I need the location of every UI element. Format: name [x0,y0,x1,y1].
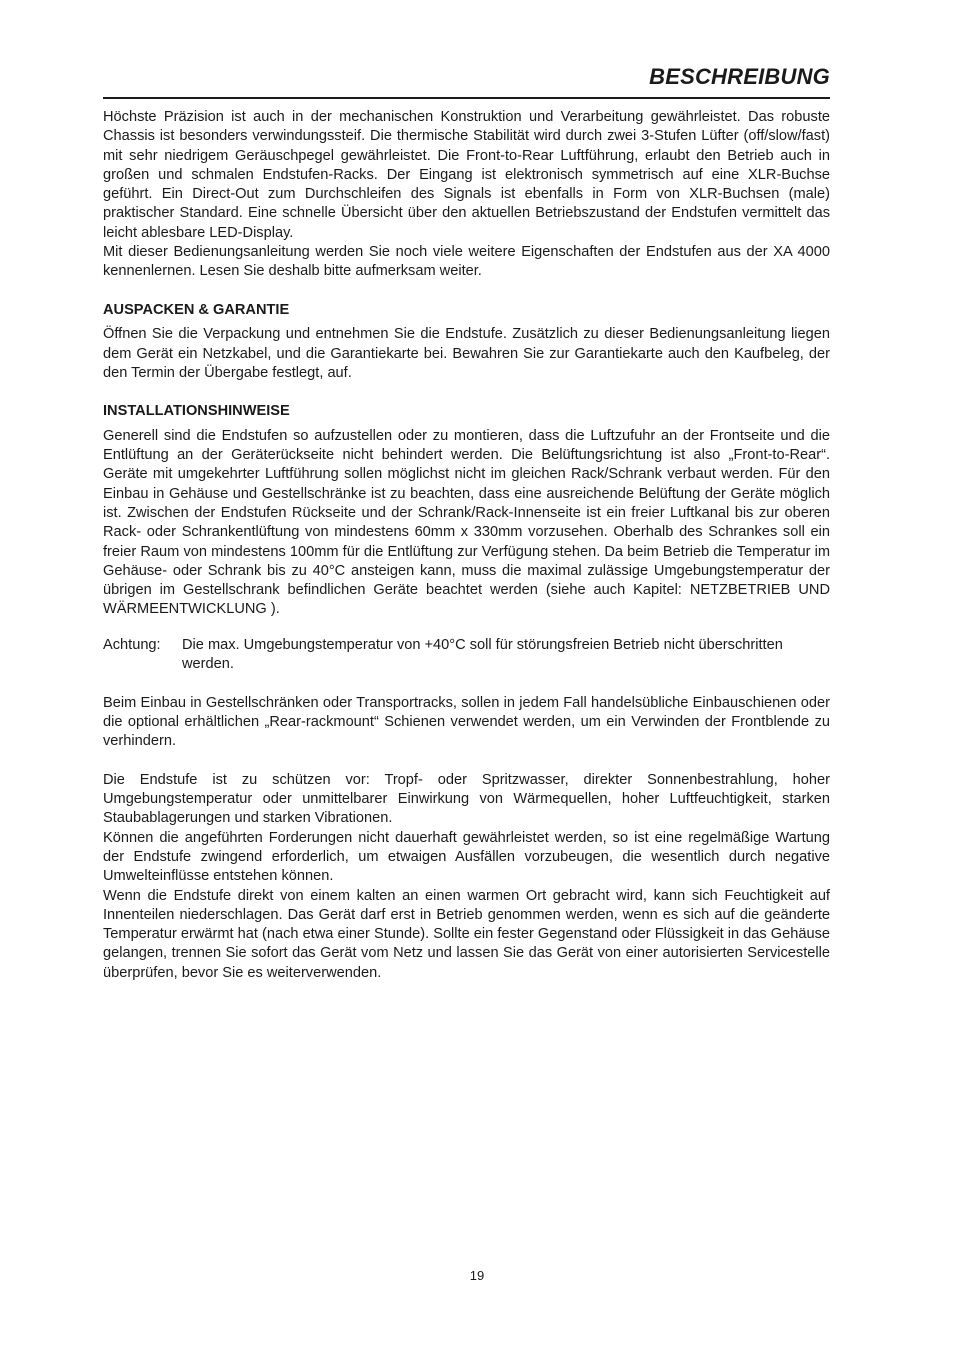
installation-paragraph-5: Wenn die Endstufe direkt von einem kalten an einen warmen Ort gebracht wird, kann sich Feuchtigkeit auf Innenteilen niederschlagen. Das Gerät darf erst in Betrieb genommen werden, wenn es sich auf die geänderte Temperatur erwärmt hat (nach etwa einer Stunde). Sollte ein fester Gegenstand oder Flüssigkeit in das Gehäuse gelangen, trennen Sie sofort das Gerät vom Netz und lassen Sie das Gerät von einer autorisierten Servicestelle überprüfen, bevor Sie es weiterverwenden. [103,887,830,981]
section-heading-auspacken: AUSPACKEN & GARANTIE [103,301,290,318]
installation-paragraph-3: Die Endstufe ist zu schützen vor: Tropf- oder Spritzwasser, direkter Sonnenbestrahlung, hoher Umgebungstemperatur oder unmittelbarer Einwirkung von Wärmequellen, hoher Luftfeuchtigkeit, starken Staubablagerungen und starken Vibrationen. [103,771,830,827]
document-body [103,108,830,983]
warning-note [103,636,830,675]
installation-paragraph-4: Können die angeführten Forderungen nicht dauerhaft gewährleistet werden, so ist eine regelmäßige Wartung der Endstufe zwingend erforderlich, um etwaigen Ausfällen vorzubeugen, die wesentlich durch negative Umwelteinflüsse entstehen können. [103,829,830,885]
auspacken-paragraph: Öffnen Sie die Verpackung und entnehmen Sie die Endstufe. Zusätzlich zu dieser Bedienungsanleitung liegen dem Gerät ein Netzkabel, und die Garantiekarte bei. Bewahren Sie zur Garantiekarte auch den Kaufbeleg, der den Termin der Übergabe festlegt, auf. [103,326,830,381]
warning-label: Achtung: [103,636,161,653]
section-heading-installation: INSTALLATIONSHINWEISE [103,403,290,420]
installation-paragraph-1: Generell sind die Endstufen so aufzustellen oder zu montieren, dass die Luftzufuhr an der Frontseite und die Entlüftung an der Geräterückseite nicht behindert werden. Die Belüftungsrichtung ist also „Front-to-Rear“. Geräte mit umgekehrter Luftführung sollen möglichst nicht im gleichen Rack/Schrank verbaut werden. Für den Einbau in Gehäuse und Gestellschränke ist zu beachten, dass eine ausreichende Belüftung der Geräte möglich ist. Zwischen der Endstufen Rückseite und der Schrank/Rack-Innenseite ist ein freier Luftkanal bis zur oberen Rack- oder Schrankentlüftung von mindestens 60mm x 330mm vorzusehen. Oberhalb des Schrankes soll ein freier Raum von mindestens 100mm für die Entlüftung zur Verfügung stehen. Da beim Betrieb die Temperatur im Gehäuse- oder Schrank bis zu 40°C ansteigen kann, muss die maximal zulässige Umgebungstemperatur der übrigen im Gestellschrank befindlichen Geräte beachtet werden (siehe auch Kapitel: NETZBETRIEB UND WÄRMEENTWICKLUNG ). [103,427,830,618]
header-divider [103,97,830,99]
installation-paragraph-2: Beim Einbau in Gestellschränken oder Transportracks, sollen in jedem Fall handelsübliche Einbauschienen oder die optional erhältlichen „Rear-rackmount“ Schienen verwendet werden, um ein Verwinden der Frontblende zu verhindern. [103,694,830,750]
intro-paragraph-2: Mit dieser Bedienungsanleitung werden Sie noch viele weitere Eigenschaften der Endstufen aus der XA 4000 kennenlernen. Lesen Sie deshalb bitte aufmerksam weiter. [103,244,830,280]
warning-text: Die max. Umgebungstemperatur von +40°C soll für störungsfreien Betrieb nicht überschritten werden. [182,636,783,673]
page-number: 19 [469,1268,485,1283]
page-title: BESCHREIBUNG [649,64,830,89]
intro-paragraph-1: Höchste Präzision ist auch in der mechanischen Konstruktion und Verarbeitung gewährleistet. Das robuste Chassis ist besonders verwindungssteif. Die thermische Stabilität wird durch zwei 3-Stufen Lüfter (off/slow/fast) mit sehr niedrigem Geräuschpegel gewährleistet. Die Front-to-Rear Luftführung, erlaubt den Betrieb auch in großen und schmalen Endstufen-Racks. Der Eingang ist elektronisch symmetrisch auf eine XLR-Buchse geführt. Ein Direct-Out zum Durchschleifen des Signals ist ebenfalls in Form von XLR-Buchsen (male) praktischer Standard. Eine schnelle Übersicht über den aktuellen Betriebszustand der Endstufen vermittelt das leicht ablesbare LED-Display. [103,109,830,241]
